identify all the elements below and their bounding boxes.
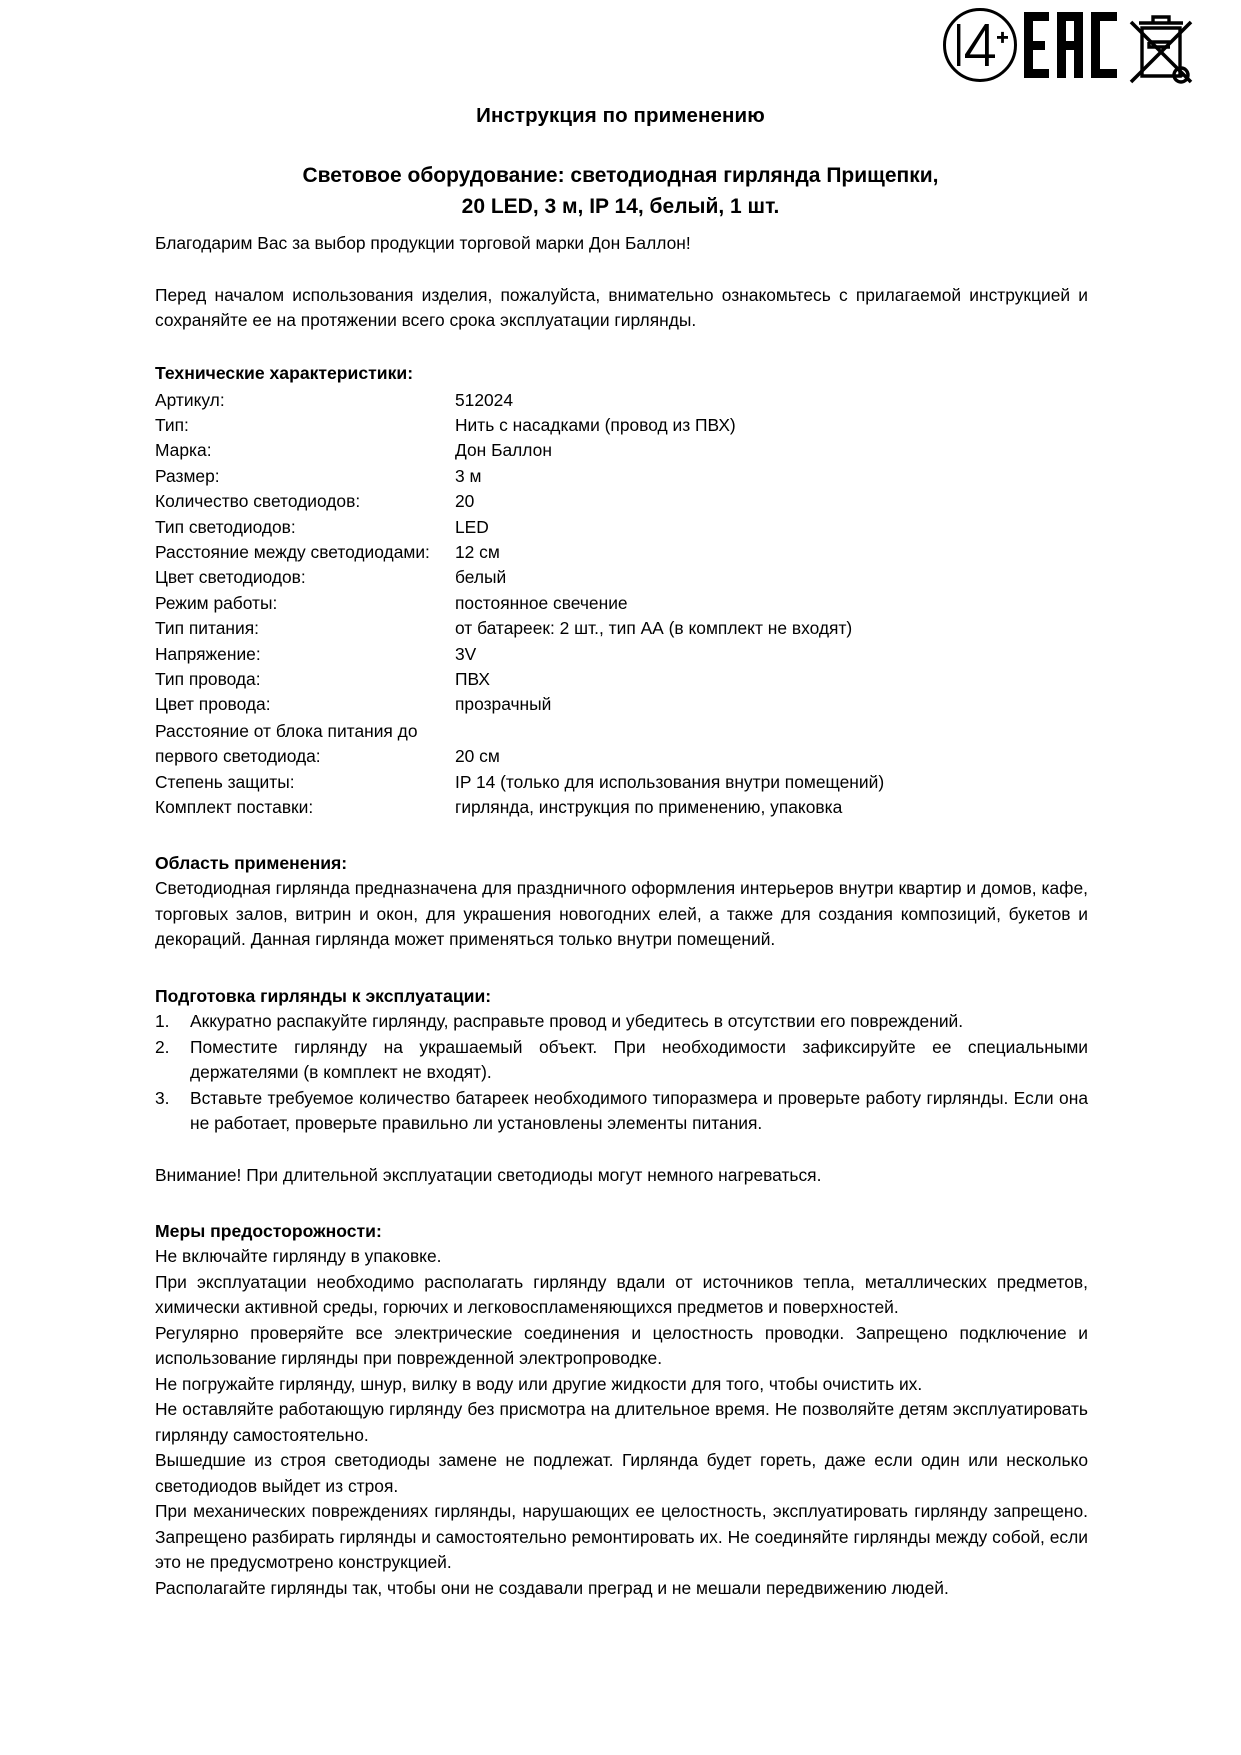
table-row xyxy=(155,642,1088,667)
table-row xyxy=(155,540,1088,565)
list-item: Не погружайте гирлянду, шнур, вилку в воду или другие жидкости для того, чтобы очистить их. xyxy=(155,1373,923,1394)
table-row xyxy=(155,667,1088,692)
application-text: Светодиодная гирлянда предназначена для праздничного оформления интерьеров внутри квартир и домов, кафе, торговых залов, витрин и окон, для украшения новогодних елей, а также для создания композиций, букетов и декораций. Данная гирлянда может применяться только внутри помещений. xyxy=(155,878,1088,950)
precautions-list xyxy=(155,1244,1088,1601)
spec-label: Количество светодиодов: xyxy=(155,491,361,512)
spec-label: Цвет провода: xyxy=(155,694,271,715)
spec-value: Дон Баллон xyxy=(455,440,552,461)
spec-value: 3 м xyxy=(455,465,482,486)
weee-crossed-bin-icon xyxy=(1125,8,1195,86)
table-row xyxy=(155,388,1088,413)
spec-value: белый xyxy=(455,567,507,588)
spec-value: 20 см xyxy=(455,745,500,766)
spec-label: Комплект поставки: xyxy=(155,797,314,817)
spec-value: 12 см xyxy=(455,541,500,562)
spec-value: IP 14 (только для использования внутри помещений) xyxy=(455,771,885,792)
list-item: Поместите гирлянду на украшаемый объект. При необходимости зафиксируйте ее специальными держателями (в комплект не входят). xyxy=(190,1036,1088,1083)
spec-value: 3V xyxy=(455,643,477,664)
spec-value: 512024 xyxy=(455,389,514,410)
eac-conformity-icon xyxy=(1023,8,1119,82)
list-item: Располагайте гирлянды так, чтобы они не создавали преград и не мешали передвижению людей. xyxy=(155,1577,949,1598)
list-item: Аккуратно распакуйте гирлянду, расправьте провод и убедитесь в отсутствии его повреждений. xyxy=(190,1010,964,1031)
spec-label: Артикул: xyxy=(155,389,225,410)
table-row xyxy=(155,795,1088,820)
spec-label: Тип питания: xyxy=(155,618,259,639)
spec-label: Марка: xyxy=(155,440,212,461)
spec-label: Цвет светодиодов: xyxy=(155,567,306,588)
intro-read-first: Перед началом использования изделия, пожалуйста, внимательно ознакомьтесь с прилагаемой инструкцией и сохраняйте ее на протяжении всего срока эксплуатации гирлянды. xyxy=(155,284,1088,330)
precautions-heading: Меры предосторожности: xyxy=(155,1221,382,1242)
spec-value: LED xyxy=(455,516,489,537)
spec-value: 20 xyxy=(455,491,475,512)
product-title-line-2: 20 LED, 3 м, IP 14, белый, 1 шт. xyxy=(461,195,780,218)
document-body xyxy=(155,231,1088,1601)
spec-value: от батареек: 2 шт., тип АА (в комплект не входят) xyxy=(455,618,853,639)
spec-label: Расстояние от блока питания до первого светодиода: xyxy=(155,720,418,767)
spec-value: прозрачный xyxy=(455,694,552,715)
spec-value: постоянное свечение xyxy=(455,592,628,613)
product-title xyxy=(0,160,1241,222)
certification-marks xyxy=(943,8,1195,86)
table-row xyxy=(155,770,1088,795)
spec-label: Расстояние между светодиодами: xyxy=(155,541,430,562)
table-row xyxy=(155,616,1088,641)
list-item: Регулярно проверяйте все электрические соединения и целостность проводки. Запрещено подключение и использование гирлянды при поврежденной электропроводке. xyxy=(155,1322,1088,1369)
table-row xyxy=(155,489,1088,514)
spec-value: гирлянда, инструкция по применению, упаковка xyxy=(455,797,843,817)
age-rating-14plus-icon xyxy=(943,8,1017,82)
spec-label: Тип провода: xyxy=(155,668,261,689)
table-row xyxy=(155,565,1088,590)
product-title-line-1: Световое оборудование: светодиодная гирлянда Прищепки, xyxy=(302,164,939,187)
spec-value: Нить с насадками (провод из ПВХ) xyxy=(455,414,736,435)
spec-value: ПВХ xyxy=(455,668,490,689)
list-item: При механических повреждениях гирлянды, нарушающих ее целостность, эксплуатировать гирлянду запрещено. Запрещено разбирать гирлянды и самостоятельно ремонтировать их. Не соединяйте гирлянды между собой, если это не предусмотрено конструкцией. xyxy=(155,1501,1088,1573)
table-row xyxy=(155,464,1088,489)
spec-label: Тип светодиодов: xyxy=(155,516,296,537)
spec-label: Тип: xyxy=(155,414,189,435)
list-item: Не оставляйте работающую гирлянду без присмотра на длительное время. Не позволяйте детям эксплуатировать гирлянду самостоятельно. xyxy=(155,1399,1088,1445)
spec-label: Степень защиты: xyxy=(155,771,295,792)
table-row xyxy=(155,413,1088,438)
list-item: При эксплуатации необходимо располагать гирлянду вдали от источников тепла, металлических предметов, химически активной среды, горючих и легковоспламеняющихся предметов и поверхностей. xyxy=(155,1271,1088,1318)
table-row xyxy=(155,718,1088,770)
table-row xyxy=(155,515,1088,540)
specifications-table xyxy=(155,388,1088,821)
preparation-attention: Внимание! При длительной эксплуатации светодиоды могут немного нагреваться. xyxy=(155,1164,822,1185)
table-row xyxy=(155,591,1088,616)
table-row xyxy=(155,692,1088,717)
table-row xyxy=(155,438,1088,463)
intro-thanks: Благодарим Вас за выбор продукции торговой марки Дон Баллон! xyxy=(155,233,691,253)
list-item: Вставьте требуемое количество батареек необходимого типоразмера и проверьте работу гирлянды. Если она не работает, проверьте правильно ли установлены элементы питания. xyxy=(190,1087,1088,1134)
application-heading: Область применения: xyxy=(155,853,348,874)
preparation-steps xyxy=(155,1009,1088,1137)
specs-heading: Технические характеристики: xyxy=(155,362,414,383)
list-item: Вышедшие из строя светодиоды замене не подлежат. Гирлянда будет гореть, даже если один или несколько светодиодов выйдет из строя. xyxy=(155,1450,1088,1496)
document-title: Инструкция по применению xyxy=(476,104,765,127)
list-item: Не включайте гирлянду в упаковке. xyxy=(155,1246,442,1267)
spec-label: Размер: xyxy=(155,465,220,486)
preparation-heading: Подготовка гирлянды к эксплуатации: xyxy=(155,985,492,1006)
spec-label: Режим работы: xyxy=(155,592,278,613)
spec-label: Напряжение: xyxy=(155,643,261,664)
